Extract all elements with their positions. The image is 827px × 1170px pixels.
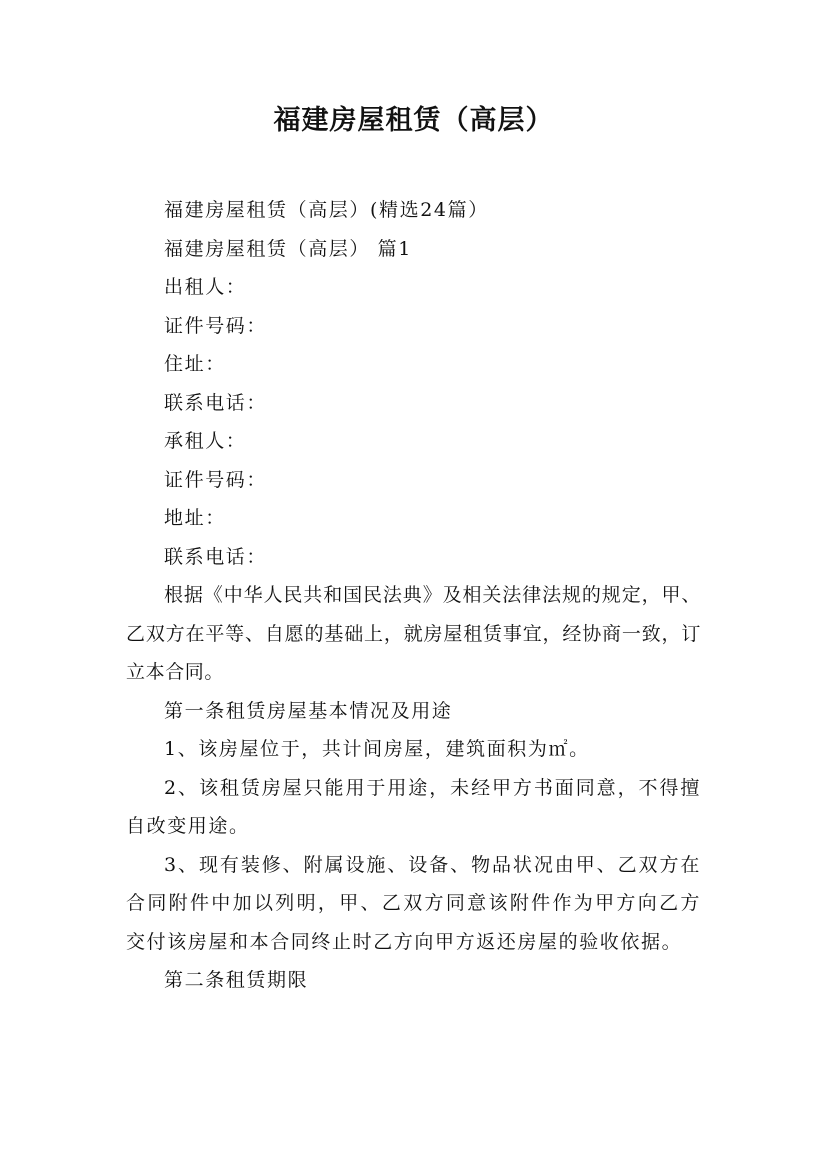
paragraph-clause-2: 2、该租赁房屋只能用于用途，未经甲方书面同意，不得擅自改变用途。 [126, 776, 701, 837]
paragraph-lessee: 承租人： [164, 430, 247, 452]
paragraph-clause-1: 1、该房屋位于，共计间房屋，建筑面积为㎡。 [164, 738, 590, 760]
paragraph-lessor-id: 证件号码： [164, 314, 268, 337]
paragraph-lessee-id: 证件号码： [164, 468, 268, 491]
paragraph-subtitle: 福建房屋租赁（高层）(精选24篇） [164, 199, 489, 221]
paragraph-lessee-address: 地址： [164, 507, 226, 529]
paragraph-preamble: 根据《中华人民共和国民法典》及相关法律法规的规定，甲、乙双方在平等、自愿的基础上，就房屋租赁事宜，经协商一致，订立本合同。 [126, 584, 701, 683]
paragraph-clause-3: 3、现有装修、附属设施、设备、物品状况由甲、乙双方在合同附件中加以列明，甲、乙双方同意该附件作为甲方向乙方交付该房屋和本合同终止时乙方向甲方返还房屋的验收依据。 [126, 853, 701, 953]
paragraph-lessor-address: 住址： [164, 353, 226, 375]
paragraph-lessor: 出租人： [164, 276, 247, 298]
document-title: 福建房屋租赁（高层） [273, 105, 554, 136]
paragraph-section-heading: 福建房屋租赁（高层） 篇1 [164, 237, 412, 260]
paragraph-lessor-phone: 联系电话： [164, 391, 268, 414]
paragraph-article-one-heading: 第一条租赁房屋基本情况及用途 [164, 699, 453, 722]
paragraph-lessee-phone: 联系电话： [164, 545, 268, 568]
paragraph-article-two-heading: 第二条租赁期限 [164, 969, 309, 991]
document-body [126, 191, 701, 1000]
